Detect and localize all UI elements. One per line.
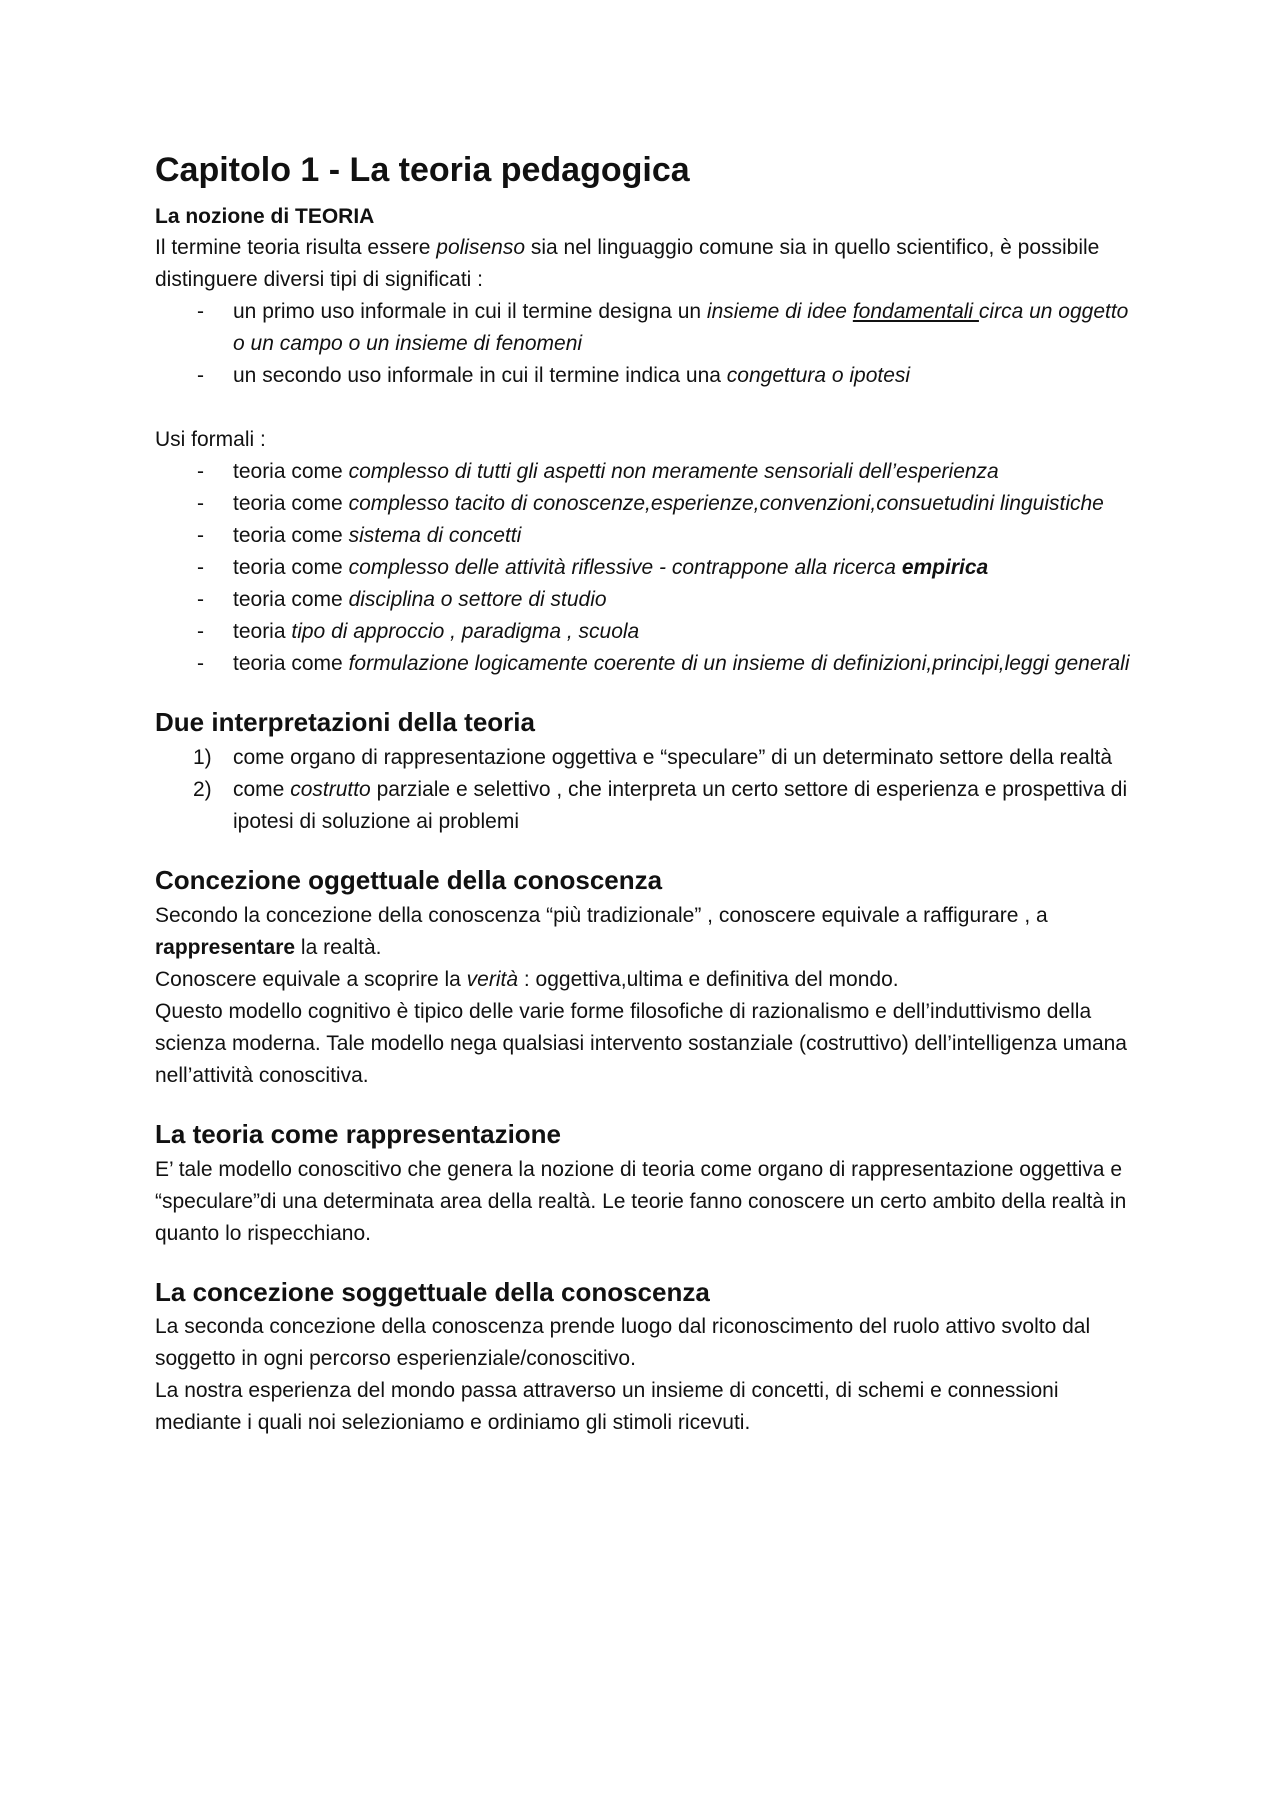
- list-item: - un primo uso informale in cui il termine designa un insieme di idee fondamentali circa un oggetto o un campo o un insieme di fenomeni: [155, 296, 1145, 360]
- list-item: 2) come costrutto parziale e selettivo , che interpreta un certo settore di esperienza e prospettiva di ipotesi di soluzione ai problemi: [155, 774, 1145, 838]
- list-item: - teoria come complesso di tutti gli aspetti non meramente sensoriali dell’esperienza: [155, 456, 1145, 488]
- list-item: - un secondo uso informale in cui il termine indica una congettura o ipotesi: [155, 360, 1145, 392]
- list-item: - teoria come formulazione logicamente coerente di un insieme di definizioni,principi,leggi generali: [155, 648, 1145, 680]
- section-heading-oggettuale: Concezione oggettuale della conoscenza: [155, 865, 663, 896]
- section-heading-soggettuale: La concezione soggettuale della conoscenza: [155, 1276, 710, 1307]
- section-heading-nozione: La nozione di TEORIA: [155, 204, 375, 228]
- list-item: - teoria come complesso tacito di conoscenze,esperienze,convenzioni,consuetudini linguistiche: [155, 488, 1145, 520]
- bullet-dash: -: [197, 556, 204, 580]
- bullet-dash: -: [197, 620, 204, 644]
- paragraph: La seconda concezione della conoscenza prende luogo dal riconoscimento del ruolo attivo svolto dal soggetto in ogni percorso esperienziale/conoscitivo.: [155, 1315, 1091, 1371]
- bullet-dash: -: [197, 492, 204, 516]
- section-heading-rappresentazione: La teoria come rappresentazione: [155, 1118, 562, 1149]
- list-number: 1): [193, 746, 212, 770]
- list-item: 1) come organo di rappresentazione oggettiva e “speculare” di un determinato settore della realtà: [155, 742, 1145, 774]
- paragraph: Secondo la concezione della conoscenza “più tradizionale” , conoscere equivale a raffigurare , a rappresentare la realtà.: [155, 903, 1048, 959]
- interpretations-list: [155, 742, 1145, 838]
- bullet-dash: -: [197, 652, 204, 676]
- document-content: [155, 150, 1145, 1439]
- section-heading-due-interpretazioni: Due interpretazioni della teoria: [155, 707, 535, 738]
- informal-uses-list: [155, 296, 1145, 392]
- paragraph: E’ tale modello conoscitivo che genera la nozione di teoria come organo di rappresentazione oggettiva e “speculare”di una determinata area della realtà. Le teorie fanno conoscere un certo ambito della realtà in quanto lo rispecchiano.: [155, 1157, 1127, 1245]
- list-item: - teoria come sistema di concetti: [155, 520, 1145, 552]
- formal-uses-list: [155, 456, 1145, 680]
- formal-uses-label: Usi formali :: [155, 428, 266, 452]
- list-number: 2): [193, 778, 212, 802]
- paragraph: La nostra esperienza del mondo passa attraverso un insieme di concetti, di schemi e connessioni mediante i quali noi selezioniamo e ordiniamo gli stimoli ricevuti.: [155, 1379, 1059, 1435]
- list-item: - teoria tipo di approccio , paradigma , scuola: [155, 616, 1145, 648]
- intro-paragraph: Il termine teoria risulta essere polisenso sia nel linguaggio comune sia in quello scientifico, è possibile distinguere diversi tipi di significati :: [155, 236, 1100, 292]
- bullet-dash: -: [197, 364, 204, 388]
- bullet-dash: -: [197, 588, 204, 612]
- paragraph: Conoscere equivale a scoprire la verità : oggettiva,ultima e definitiva del mondo.: [155, 967, 899, 991]
- list-item: - teoria come disciplina o settore di studio: [155, 584, 1145, 616]
- page-title: Capitolo 1 - La teoria pedagogica: [155, 151, 690, 189]
- bullet-dash: -: [197, 460, 204, 484]
- paragraph: Questo modello cognitivo è tipico delle varie forme filosofiche di razionalismo e dell’induttivismo della scienza moderna. Tale modello nega qualsiasi intervento sostanziale (costruttivo) dell’intelligenza umana nell’attività conoscitiva.: [155, 999, 1127, 1087]
- bullet-dash: -: [197, 524, 204, 548]
- list-item: - teoria come complesso delle attività riflessive - contrappone alla ricerca empirica: [155, 552, 1145, 584]
- bullet-dash: -: [197, 300, 204, 324]
